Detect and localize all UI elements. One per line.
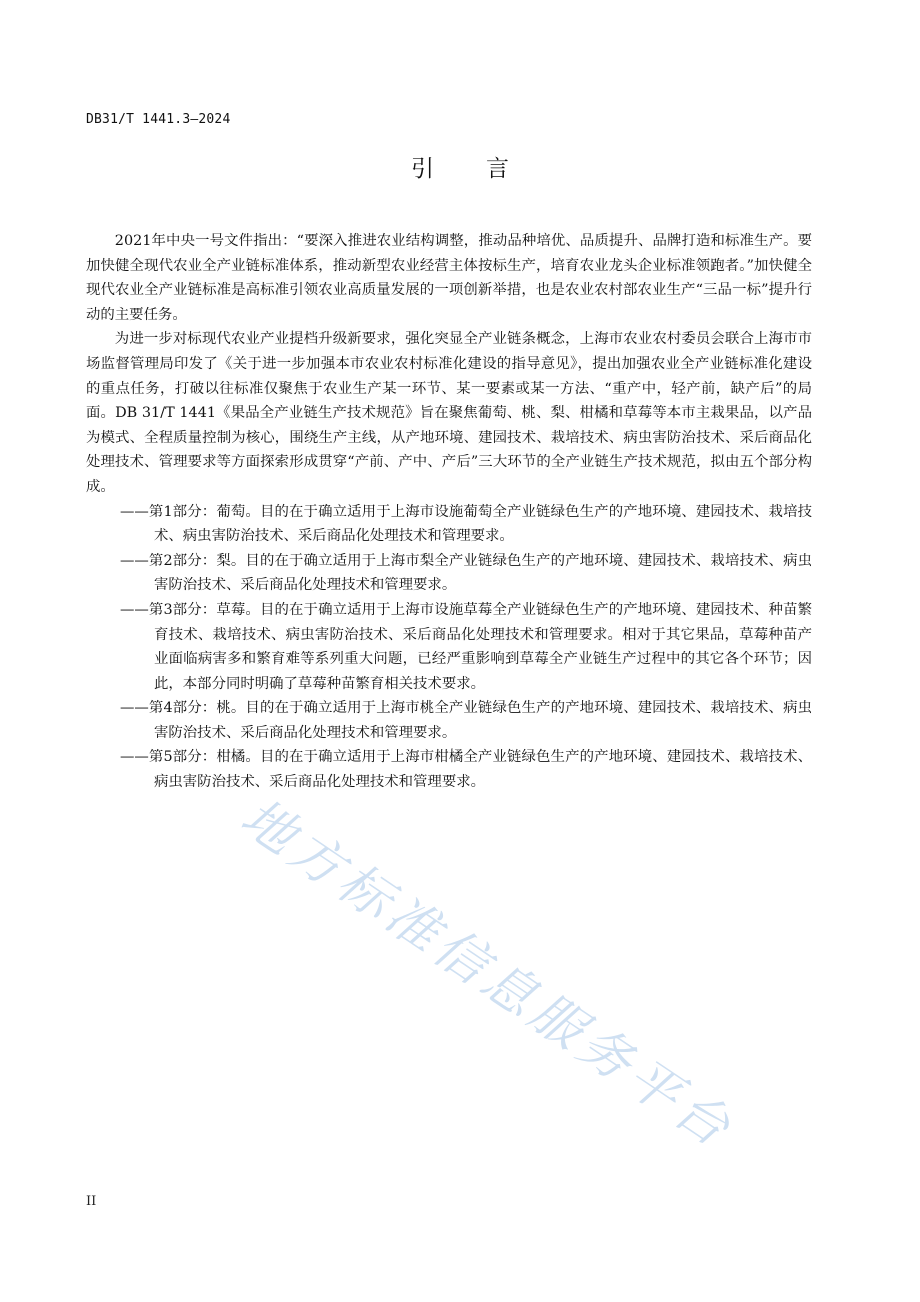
page-title: 引言 [411, 156, 561, 182]
document-code: DB31/T 1441.3—2024 [86, 112, 231, 127]
intro-paragraph: 2021年中央一号文件指出：“要深入推进农业结构调整，推动品种培优、品质提升、品牌打造和标准生产。要加快健全现代农业全产业链标准体系，推动新型农业经营主体按标生产，培育农业龙头企业标准领跑者。”加快健全现代农业全产业链标准是高标准引领农业高质量发展的一项创新举措，也是农业农村部农业生产“三品一标”提升行动的主要任务。 [86, 233, 812, 323]
part-item-2: ——第2部分：梨。目的在于确立适用于上海市梨全产业链绿色生产的产地环境、建园技术、栽培技术、病虫害防治技术、采后商品化处理技术和管理要求。 [120, 552, 812, 594]
part-item-4: ——第4部分：桃。目的在于确立适用于上海市桃全产业链绿色生产的产地环境、建园技术、栽培技术、病虫害防治技术、采后商品化处理技术和管理要求。 [120, 700, 812, 741]
part-item-3: ——第3部分：草莓。目的在于确立适用于上海市设施草莓全产业链绿色生产的产地环境、建园技术、种苗繁育技术、栽培技术、病虫害防治技术、采后商品化处理技术和管理要求。相对于其它果品，草莓种苗产业面临病害多和繁育难等系列重大问题，已经严重影响到草莓全产业链生产过程中的其它各个环节；因此，本部分同时明确了草莓种苗繁育相关技术要求。 [120, 601, 812, 692]
intro-paragraph: 为进一步对标现代农业产业提档升级新要求，强化突显全产业链条概念，上海市农业农村委员会联合上海市市场监督管理局印发了《关于进一步加强本市农业农村标准化建设的指导意见》，提出加强农业全产业链标准化建设的重点任务，打破以往标准仅聚焦于农业生产某一环节、某一要素或某一方法、“重产中，轻产前，缺产后”的局面。DB 31/T 1441《果品全产业链生产技术规范》旨在聚焦葡萄、桃、梨、柑橘和草莓等本市主栽果品，以产品为模式、全程质量控制为核心，围绕生产主线，从产地环境、建园技术、栽培技术、病虫害防治技术、采后商品化处理技术、管理要求等方面探索形成贯穿“产前、产中、产后”三大环节的全产业链生产技术规范，拟由五个部分构成。 [86, 331, 812, 495]
watermark: 地方标准信息服务平台 [230, 787, 745, 1162]
part-item-1: ——第1部分：葡萄。目的在于确立适用于上海市设施葡萄全产业链绿色生产的产地环境、建园技术、栽培技术、病虫害防治技术、采后商品化处理技术和管理要求。 [120, 503, 812, 545]
document-body [86, 229, 812, 795]
part-item-5: ——第5部分：柑橘。目的在于确立适用于上海市柑橘全产业链绿色生产的产地环境、建园技术、栽培技术、病虫害防治技术、采后商品化处理技术和管理要求。 [120, 749, 812, 791]
page-number: II [86, 1194, 97, 1209]
